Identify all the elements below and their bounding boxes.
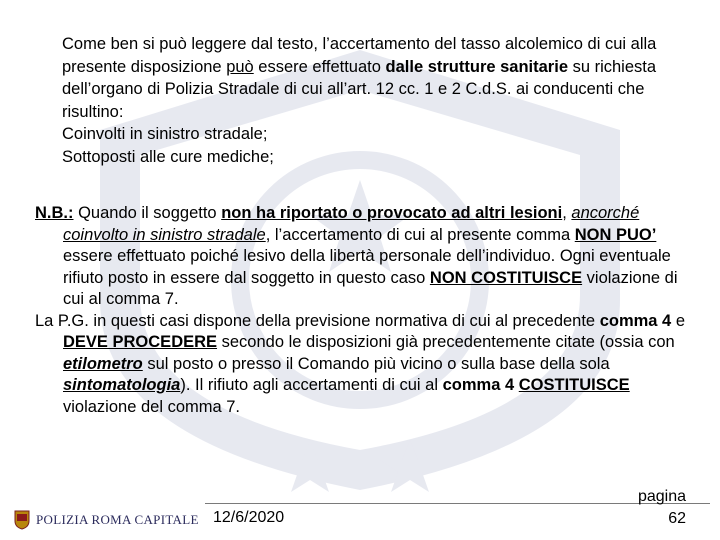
text-run: Come ben si può leggere dal testo, l’accertamento del tasso alcolemico di cui alla presente disposizione	[62, 35, 657, 76]
nb-paragraph	[35, 203, 695, 311]
text-run-non-costituisce: NON COSTITUISCE	[429, 268, 583, 287]
footer-divider	[205, 503, 710, 504]
text-run: Quando il soggetto	[73, 204, 222, 222]
list-item-sottoposti: Sottoposti alle cure mediche;	[62, 147, 274, 166]
text-run-sintomatologia: sintomatologia	[63, 376, 181, 394]
footer-logo	[14, 510, 199, 530]
text-run: essere effettuato	[253, 57, 386, 76]
text-run-costituisce: COSTITUISCE	[518, 376, 630, 394]
text-run: secondo le disposizioni già precedentemente citate (ossia con	[217, 333, 675, 351]
page-label: pagina	[637, 488, 686, 505]
text-run: , l’accertamento di cui al presente comma	[265, 225, 575, 244]
text-run-etilometro: etilometro	[63, 354, 143, 373]
logo-text: POLIZIA ROMA CAPITALE	[36, 512, 199, 527]
text-run: violazione di cui al comma 7.	[63, 268, 678, 308]
crest-icon	[14, 510, 30, 530]
text-run-deve-procedere: DEVE PROCEDERE	[63, 333, 218, 351]
list-item-coinvolti: Coinvolti in sinistro stradale;	[62, 125, 268, 143]
text-run-lesioni: non ha riportato o provocato ad altri lesioni	[221, 204, 563, 222]
text-run-comma4: comma 4	[599, 311, 672, 330]
text-run: sul posto o presso il Comando più vicino o sulla base della sola	[142, 354, 610, 373]
text-run: essere effettuato poiché lesivo della libertà personale dell’individuo. Ogni eventuale rifiuto posto in essere dal soggetto in questo caso	[63, 247, 671, 287]
text-run: ). Il rifiuto agli accertamenti di cui al	[180, 376, 443, 394]
text-run-comma4: comma 4	[442, 376, 515, 394]
text-run: violazione del comma 7.	[63, 397, 241, 416]
text-run: su richiesta dell’organo di Polizia Stradale di cui all’art. 12 cc. 1 e 2 C.d.S. ai conducenti che risultino:	[62, 57, 657, 121]
page-number: 62	[668, 510, 686, 527]
footer-date: 12/6/2020	[213, 509, 285, 526]
intro-paragraph	[62, 33, 692, 123]
notes-block	[35, 203, 695, 418]
text-run: ,	[562, 204, 572, 222]
text-run: La P.G. in questi casi dispone della previsione normativa di cui al precedente	[35, 311, 600, 330]
pg-paragraph	[35, 311, 695, 419]
nb-label: N.B.:	[35, 204, 74, 222]
text-run: e	[671, 311, 686, 330]
text-run-non-puo: NON PUO’	[574, 225, 657, 244]
text-run-ancorche: ancorché coinvolto in sinistro stradale	[63, 204, 640, 244]
page-indicator	[638, 486, 686, 530]
text-run-strutture: dalle strutture sanitarie	[385, 57, 568, 76]
intro-block	[62, 33, 692, 168]
text-run-puo: può	[226, 57, 254, 76]
